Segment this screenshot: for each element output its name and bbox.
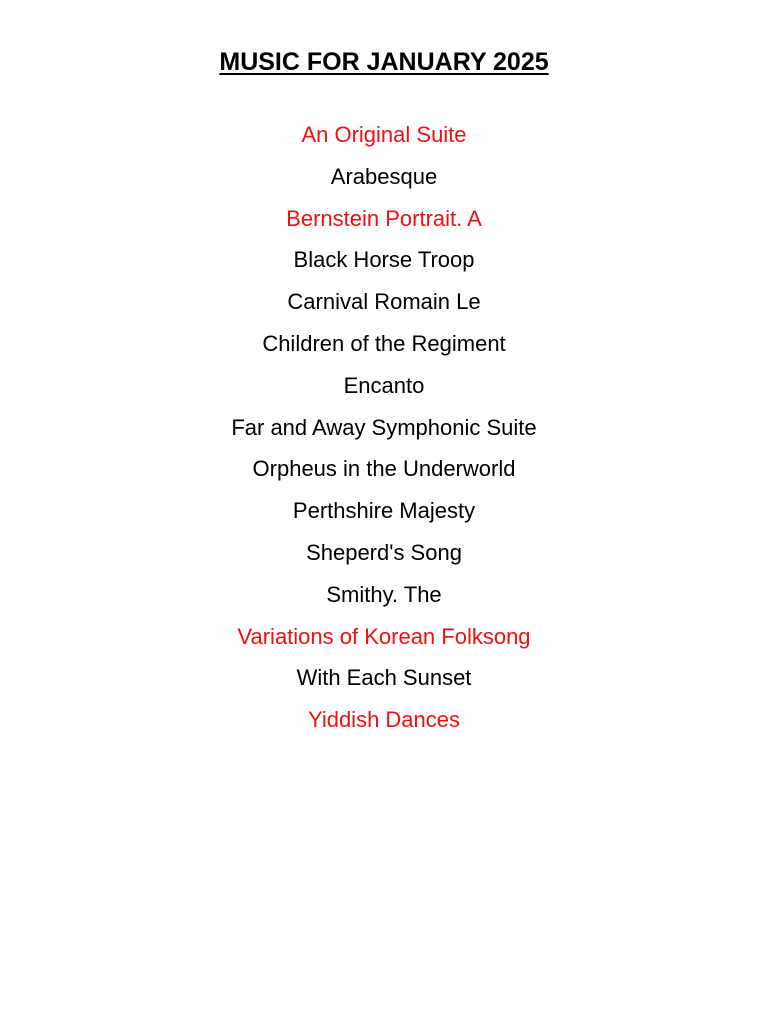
list-item: Black Horse Troop [293,247,475,273]
music-list [0,114,768,741]
list-item: Smithy. The [326,581,442,607]
list-item: Carnival Romain Le [287,289,481,315]
list-item: Perthshire Majesty [292,498,476,524]
list-item: Bernstein Portrait. A [286,205,482,231]
list-item: With Each Sunset [296,665,472,691]
list-item: Orpheus in the Underworld [252,456,516,482]
list-item: Children of the Regiment [262,330,506,356]
list-item: Encanto [343,372,425,398]
list-item: Yiddish Dances [307,707,461,733]
list-item: Sheperd's Song [306,539,462,565]
list-item: Arabesque [330,163,438,189]
page-title: MUSIC FOR JANUARY 2025 [219,48,549,76]
list-item: Far and Away Symphonic Suite [231,414,537,440]
list-item: Variations of Korean Folksong [237,623,531,649]
list-item: An Original Suite [301,122,467,147]
